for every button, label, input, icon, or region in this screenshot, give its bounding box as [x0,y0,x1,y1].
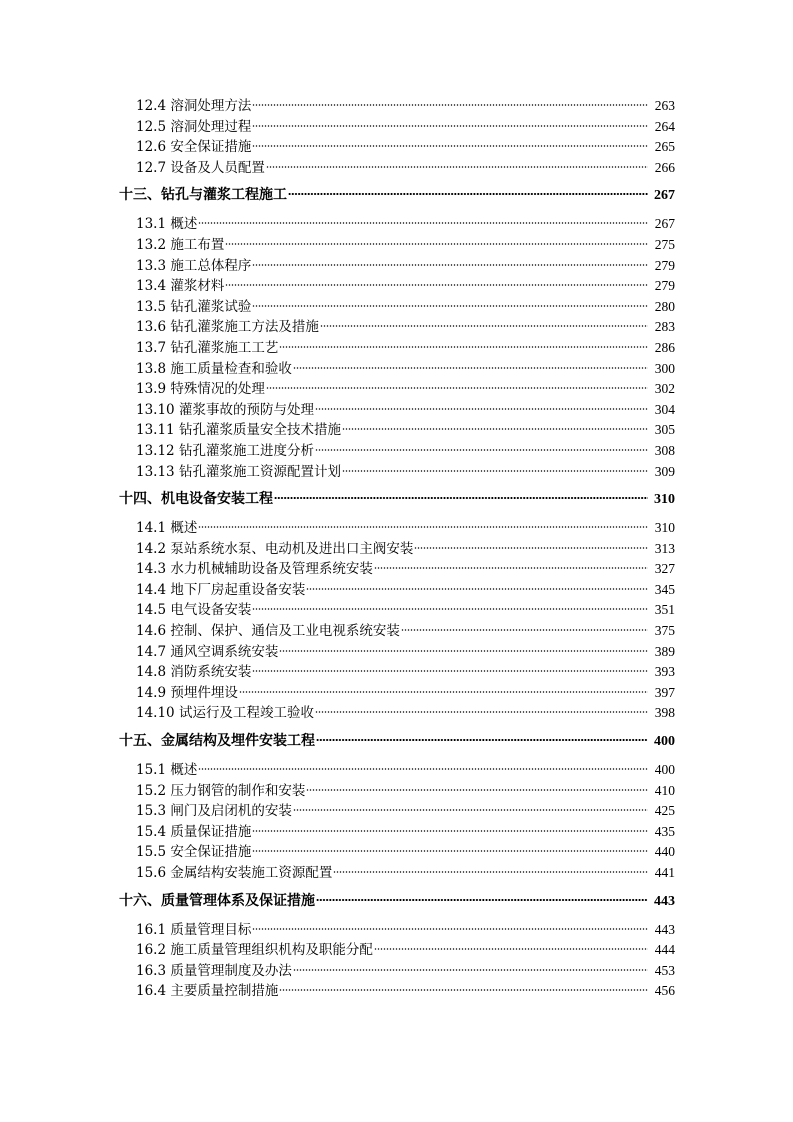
toc-page-number: 425 [654,803,675,819]
dot-leader [293,808,648,812]
toc-entry-title: 13.7 钻孔灌浆施工工艺 [136,339,279,356]
dot-leader [315,407,648,411]
toc-page-number: 375 [654,623,675,639]
toc-entry-title: 13.11 钻孔灌浆质量安全技术措施 [136,422,341,439]
toc-page-number: 308 [654,442,675,458]
toc-entry-title: 14.1 概述 [136,520,198,537]
toc-section-entry[interactable] [119,441,675,462]
toc-entry-title: 13.2 施工布置 [136,236,225,253]
toc-page-number: 305 [654,422,675,438]
dot-leader [252,103,648,107]
dot-leader [252,927,648,931]
toc-entry-title: 15.2 压力钢管的制作和安装 [136,782,306,799]
toc-section-entry[interactable] [119,317,675,338]
toc-section-entry[interactable] [119,683,675,704]
toc-section-entry[interactable] [119,96,675,117]
toc-page-number: 263 [654,98,675,113]
toc-section-entry[interactable] [119,940,675,961]
toc-section-entry[interactable] [119,842,675,863]
dot-leader [239,690,648,694]
toc-page-number: 400 [654,734,675,750]
dot-leader [252,144,648,148]
toc-page-number: 410 [654,782,675,798]
dot-leader [315,448,648,452]
toc-entry-title: 14.9 预埋件埋设 [136,684,238,701]
toc-page-number: 275 [654,236,675,252]
toc-section-entry[interactable] [119,235,675,256]
dot-leader [279,988,648,992]
toc-entry-title: 13.13 钻孔灌浆施工资源配置计划 [136,463,341,480]
dot-leader [198,767,648,771]
toc-section-entry[interactable] [119,621,675,642]
toc-entry-title: 16.2 施工质量管理组织机构及职能分配 [136,942,373,959]
toc-section-entry[interactable] [119,518,675,539]
toc-entry-title: 14.8 消防系统安装 [136,664,252,681]
dot-leader [333,870,648,874]
toc-section-entry[interactable] [119,117,675,138]
toc-entry-title: 13.5 钻孔灌浆试验 [136,298,252,315]
toc-entry-title: 14.4 地下厂房起重设备安装 [136,581,306,598]
toc-entry-title: 15.1 概述 [136,762,198,779]
toc-page-number: 309 [654,463,675,479]
dot-leader [342,469,648,473]
toc-entry-title: 十五、金属结构及埋件安装工程 [119,733,315,750]
toc-page-number: 313 [654,540,675,556]
toc-section-entry[interactable] [119,276,675,297]
toc-entry-title: 16.3 质量管理制度及办法 [136,962,292,979]
toc-section-entry[interactable] [119,981,675,1002]
dot-leader [279,649,648,653]
dot-leader [252,669,648,673]
toc-page-number: 444 [654,942,675,958]
toc-section-entry[interactable] [119,703,675,724]
dot-leader [293,366,648,370]
toc-entry-title: 12.4 溶洞处理方法 [136,98,252,114]
toc-entry-title: 13.4 灌浆材料 [136,278,225,295]
toc-page-number: 443 [654,921,675,937]
dot-leader [225,242,648,246]
dot-leader [252,124,648,128]
toc-chapter-entry[interactable] [119,731,675,751]
toc-section-entry[interactable] [119,214,675,235]
toc-entry-title: 十六、质量管理体系及保证措施 [119,892,315,909]
dot-leader [198,221,648,225]
toc-section-entry[interactable] [119,920,675,941]
toc-entry-title: 16.4 主要质量控制措施 [136,983,279,1000]
toc-page-number: 400 [654,762,675,778]
toc-entry-title: 13.3 施工总体程序 [136,257,252,274]
toc-page-number: 453 [654,962,675,978]
toc-section-entry[interactable] [119,662,675,683]
toc-section-entry[interactable] [119,158,675,179]
toc-section-entry[interactable] [119,559,675,580]
dot-leader [198,525,648,529]
toc-page-number: 265 [654,139,675,155]
toc-section-entry[interactable] [119,256,675,277]
toc-page-number: 283 [654,319,675,335]
toc-entry-title: 12.7 设备及人员配置 [136,159,265,176]
toc-entry-title: 13.1 概述 [136,216,198,233]
dot-leader [320,324,648,328]
toc-entry-title: 14.7 通风空调系统安装 [136,643,279,660]
toc-entry-title: 14.5 电气设备安装 [136,602,252,619]
toc-page-number: 389 [654,643,675,659]
toc-page-number: 300 [654,360,675,376]
dot-leader [316,898,648,902]
dot-leader [288,192,648,196]
dot-leader [306,788,648,792]
table-of-contents [119,96,675,1002]
toc-page-number: 435 [654,823,675,839]
toc-section-entry[interactable] [119,781,675,802]
toc-entry-title: 13.8 施工质量检查和验收 [136,360,292,377]
toc-entry-title: 15.5 安全保证措施 [136,844,252,861]
toc-section-entry[interactable] [119,137,675,158]
toc-section-entry[interactable] [119,863,675,884]
toc-chapter-entry[interactable] [119,185,675,205]
dot-leader [225,283,648,287]
toc-page-number: 286 [654,339,675,355]
dot-leader [266,386,648,390]
toc-section-entry[interactable] [119,961,675,982]
dot-leader [266,165,648,169]
toc-entry-title: 14.6 控制、保护、通信及工业电视系统安装 [136,623,400,640]
dot-leader [252,304,648,308]
toc-entry-title: 15.4 质量保证措施 [136,823,252,840]
toc-section-entry[interactable] [119,600,675,621]
dot-leader [414,546,648,550]
toc-section-entry[interactable] [119,420,675,441]
dot-leader [306,587,648,591]
toc-page-number: 310 [654,520,675,536]
toc-section-entry[interactable] [119,462,675,483]
toc-page-number: 351 [654,602,675,618]
dot-leader [374,947,648,951]
toc-entry-title: 十四、机电设备安装工程 [119,491,273,508]
toc-page-number: 266 [654,159,675,175]
dot-leader [252,263,648,267]
toc-page-number: 267 [654,216,675,232]
dot-leader [279,345,648,349]
toc-entry-title: 15.3 闸门及启闭机的安装 [136,803,292,820]
toc-page-number: 398 [654,705,675,721]
toc-entry-title: 12.6 安全保证措施 [136,139,252,156]
toc-page-number: 279 [654,257,675,273]
toc-section-entry[interactable] [119,822,675,843]
toc-page-number: 267 [654,188,675,204]
dot-leader [252,829,648,833]
dot-leader [315,710,648,714]
toc-page-number: 393 [654,664,675,680]
dot-leader [316,738,648,742]
dot-leader [252,849,648,853]
toc-page-number: 456 [654,983,675,999]
dot-leader [293,968,648,972]
toc-entry-title: 15.6 金属结构安装施工资源配置 [136,865,333,881]
toc-page-number: 264 [654,118,675,134]
toc-entry-title: 13.10 灌浆事故的预防与处理 [136,401,314,418]
toc-entry-title: 12.5 溶洞处理过程 [136,118,252,135]
toc-section-entry[interactable] [119,400,675,421]
toc-page-number: 441 [654,865,675,880]
toc-section-entry[interactable] [119,642,675,663]
dot-leader [342,427,648,431]
toc-entry-title: 16.1 质量管理目标 [136,921,252,938]
toc-page-number: 327 [654,561,675,577]
toc-page-number: 310 [654,492,675,508]
toc-section-entry[interactable] [119,580,675,601]
toc-section-entry[interactable] [119,297,675,318]
toc-page-number: 443 [654,893,675,909]
toc-entry-title: 14.3 水力机械辅助设备及管理系统安装 [136,561,373,578]
dot-leader [401,628,648,632]
toc-page-number: 304 [654,401,675,417]
toc-section-entry[interactable] [119,539,675,560]
toc-section-entry[interactable] [119,760,675,781]
toc-page-number: 302 [654,381,675,397]
toc-section-entry[interactable] [119,379,675,400]
toc-page-number: 280 [654,298,675,314]
toc-page-number: 279 [654,278,675,294]
toc-entry-title: 13.6 钻孔灌浆施工方法及措施 [136,319,319,336]
toc-chapter-entry[interactable] [119,489,675,509]
dot-leader [374,566,648,570]
dot-leader [274,496,648,500]
toc-entry-title: 十三、钻孔与灌浆工程施工 [119,187,287,204]
toc-section-entry[interactable] [119,338,675,359]
toc-entry-title: 13.9 特殊情况的处理 [136,381,265,398]
toc-page-number: 345 [654,581,675,597]
dot-leader [252,607,648,611]
toc-entry-title: 14.2 泵站系统水泵、电动机及进出口主阀安装 [136,540,414,557]
toc-entry-title: 13.12 钻孔灌浆施工进度分析 [136,442,314,459]
toc-section-entry[interactable] [119,359,675,380]
toc-chapter-entry[interactable] [119,891,675,911]
toc-entry-title: 14.10 试运行及工程竣工验收 [136,705,314,722]
toc-section-entry[interactable] [119,801,675,822]
toc-page-number: 397 [654,684,675,700]
toc-page-number: 440 [654,844,675,860]
